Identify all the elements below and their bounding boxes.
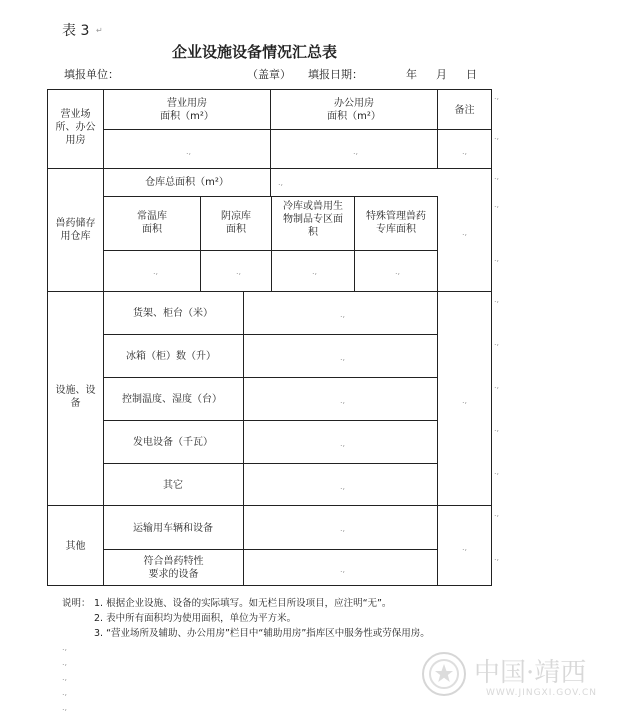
- cell-mark: .,: [186, 147, 192, 156]
- cell-mark: .,: [462, 543, 468, 552]
- facility-item-shelves: 货架、柜台（米）: [133, 308, 213, 319]
- cell-mark: .,: [340, 353, 346, 362]
- empty-paragraph-mark: .,: [62, 688, 68, 697]
- row-mark: .,: [494, 509, 500, 518]
- other-item-vehicle: 运输用车辆和设备: [133, 523, 213, 534]
- header-business-area: 营业用房 面积（m²）: [160, 98, 214, 122]
- cell-mark: .,: [353, 147, 359, 156]
- cell-mark: .,: [312, 267, 318, 276]
- warehouse-total-area-label: 仓库总面积（m²）: [145, 177, 229, 188]
- row-mark: .,: [494, 295, 500, 304]
- cell-mark: .,: [462, 396, 468, 405]
- watermark-text: 中国·靖西: [474, 658, 587, 688]
- section-label-warehouse: 兽药储存 用仓库: [55, 218, 96, 242]
- row-mark: .,: [494, 92, 500, 101]
- normal-temp-area-label: 常温库 面积: [137, 211, 167, 235]
- day-label: 日: [466, 68, 477, 81]
- cold-storage-area-label: 冷库或兽用生 物制品专区面 积: [283, 201, 343, 238]
- note-item-3: 3. “营业场所及辅助、办公用房”栏目中“辅助用房”指库区中服务性或劳保用房。: [94, 628, 430, 639]
- cell-mark: .,: [340, 310, 346, 319]
- other-item-equipment: 符合兽药特性 要求的设备: [143, 556, 204, 580]
- cell-mark: .,: [395, 267, 401, 276]
- page-title: 企业设施设备情况汇总表: [172, 43, 338, 61]
- unit-label: 填报单位：: [64, 68, 119, 81]
- row-mark: .,: [494, 200, 500, 209]
- note-item-1: 1. 根据企业设施、设备的实际填写。如无栏目所设项目，应注明“无”。: [94, 598, 392, 609]
- note-item-2: 2. 表中所有面积均为使用面积，单位为平方米。: [94, 613, 297, 624]
- cell-mark: .,: [236, 267, 242, 276]
- header-remark: 备注: [454, 105, 475, 116]
- seal-label: （盖章）: [247, 68, 291, 81]
- cell-mark: .,: [340, 565, 346, 574]
- row-mark: .,: [494, 424, 500, 433]
- cell-mark: .,: [340, 482, 346, 491]
- cell-mark: .,: [462, 228, 468, 237]
- header-office-area: 办公用房 面积（m²）: [327, 98, 381, 122]
- cell-mark: .,: [462, 147, 468, 156]
- row-mark: .,: [494, 254, 500, 263]
- year-label: 年: [406, 68, 417, 81]
- row-mark: .,: [494, 338, 500, 347]
- table-number: 表 3: [62, 23, 90, 39]
- row-mark: .,: [494, 553, 500, 562]
- cell-mark: .,: [340, 524, 346, 533]
- row-mark: .,: [494, 132, 500, 141]
- cell-mark: .,: [340, 439, 346, 448]
- row-mark: .,: [494, 381, 500, 390]
- section-label-other: 其他: [65, 541, 86, 552]
- cell-mark: .,: [340, 396, 346, 405]
- row-mark: .,: [494, 467, 500, 476]
- notes-prefix: 说明：: [62, 598, 91, 609]
- empty-paragraph-mark: .,: [62, 658, 68, 667]
- facility-item-fridge: 冰箱（柜）数（升）: [126, 351, 216, 362]
- empty-paragraph-mark: .,: [62, 703, 68, 712]
- section-label-premises: 营业场 所、办公 用房: [55, 109, 96, 146]
- empty-paragraph-mark: .,: [62, 673, 68, 682]
- cell-mark: .,: [153, 267, 159, 276]
- cool-area-label: 阴凉库 面积: [221, 211, 251, 235]
- emblem-icon: [420, 650, 468, 702]
- facility-item-temp-control: 控制温度、湿度（台）: [122, 394, 222, 405]
- row-mark: .,: [494, 172, 500, 181]
- cell-mark: .,: [278, 178, 284, 187]
- special-storage-area-label: 特殊管理兽药 专库面积: [366, 211, 426, 235]
- section-label-facilities: 设施、设 备: [55, 385, 96, 409]
- paragraph-mark: ↵: [96, 26, 103, 35]
- facility-item-generator: 发电设备（千瓦）: [133, 437, 213, 448]
- date-label: 填报日期：: [308, 68, 363, 81]
- watermark-url: WWW.JINGXI.GOV.CN: [486, 688, 597, 698]
- facility-item-other: 其它: [163, 480, 183, 491]
- empty-paragraph-mark: .,: [62, 643, 68, 652]
- month-label: 月: [436, 68, 447, 81]
